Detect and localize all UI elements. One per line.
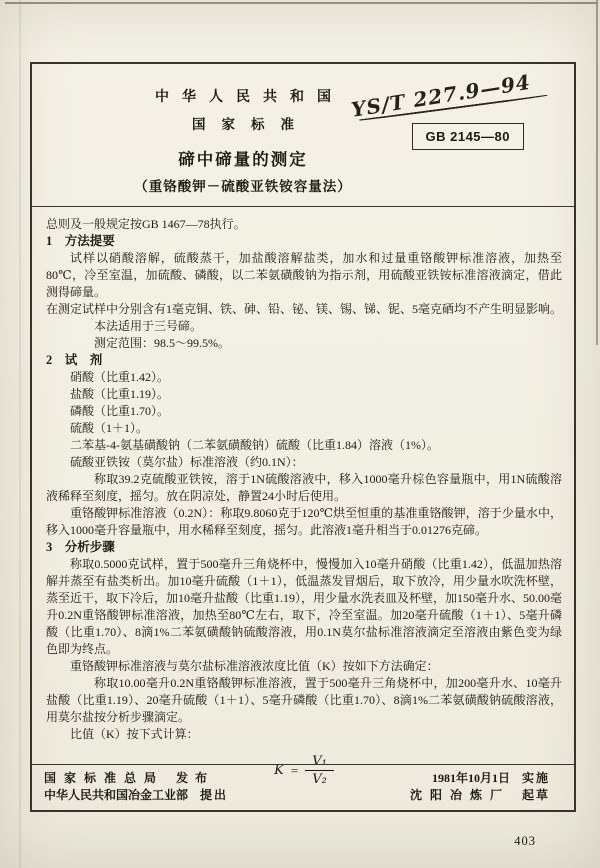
handwritten-standard-annotation: YS/T 227.9—94 (350, 62, 581, 122)
section-2-heading: 2 试 剂 (46, 353, 103, 367)
reagent-nitric-acid: 硝酸（比重1.42）。 (70, 370, 170, 384)
paragraph-general-rules: 总则及一般规定按GB 1467—78执行。 (46, 217, 246, 231)
paragraph-interference: 在测定试样中分别含有1毫克铜、铁、砷、铅、铋、镁、锡、锑、铌、5毫克硒均不产生明显影响。 (46, 302, 563, 316)
proposer-name: 中华人民共和国冶金工业部 (44, 788, 189, 802)
document-title: 碲中碲量的测定 (178, 150, 308, 169)
propose-verb: 提出 (200, 788, 229, 802)
implement-date: 1981年10月1日 (431, 771, 510, 785)
publish-verb: 发布 (176, 771, 215, 785)
reagent-mohr-salt-title: 硫酸亚铁铵（莫尔盐）标准溶液（约0.1N）： (70, 455, 304, 469)
reagent-dichromate-prep: 重铬酸钾标准溶液（0.2N）：称取9.8060克于120℃烘至恒重的基准重铬酸钾，溶于少量水中，移入1000毫升容量瓶中，用水稀释至刻度，摇匀。此溶液1毫升相当于0.01276克碲。 (46, 506, 562, 537)
paragraph-k-ratio-procedure: 称取10.00毫升0.2N重铬酸钾标准溶液，置于500毫升三角烧杯中，加200毫升水、10毫升盐酸（比重1.19）、20毫升硫酸（1＋1）、5毫升磷酸（比重1.70）、8滴1%二苯氨磺酸钠硫酸溶液，用莫尔盐按分析步骤滴定。 (46, 676, 562, 724)
document-subtitle: （重铬酸钾－硫酸亚铁铵容量法） (134, 179, 352, 194)
drafter-name: 沈阳冶炼厂 (409, 788, 510, 802)
page-number: 403 (514, 834, 536, 848)
reagent-indicator: 二苯基-4-氨基磺酸钠（二苯氨磺酸钠）硫酸（比重1.84）溶液（1%）。 (70, 438, 439, 452)
country-name: 中华人民共和国 (155, 90, 344, 105)
reagent-hydrochloric-acid: 盐酸（比重1.19）。 (70, 387, 170, 401)
formula-lhs: K (274, 763, 284, 778)
paragraph-analysis-procedure: 称取0.5000克试样，置于500毫升三角烧杯中，慢慢加入10毫升硝酸（比重1.42），低温加热溶解并蒸至有盐类析出。加10毫升硫酸（1＋1），低温蒸发冒烟后，取下放冷，用少量水吹洗杯壁，蒸至近干，取下冷后，加10毫升盐酸（比重1.19），用少量水洗表皿及杯壁，加150毫升水、50.00毫升0.2N重铬酸钾标准溶液，加热至80℃左右，取下，冷至室温。加20毫升硫酸（1＋1）、5毫升磷酸（比重1.70）、8滴1%二苯氨磺酸钠硫酸溶液，用0.1N莫尔盐标准溶液滴定至溶液由紫色变为绿色即为终点。 (46, 557, 563, 656)
implement-verb: 实施 (521, 771, 550, 785)
formula-numerator: V₁ (305, 754, 334, 771)
reagent-phosphoric-acid: 磷酸（比重1.70）。 (70, 404, 170, 418)
footer-drafter (410, 787, 550, 804)
paragraph-method-summary: 试样以硝酸溶解，硫酸蒸干，加盐酸溶解盐类，加水和过量重铬酸钾标准溶液，加热至80℃，冷至室温，加硫酸、磷酸，以二苯氨磺酸钠为指示剂，用硫酸亚铁铵标准溶液滴定，借此测得碲量。 (46, 251, 562, 299)
reagent-mohr-salt-prep: 称取39.2克硫酸亚铁铵，溶于1N硫酸溶液中，移入1000毫升棕色容量瓶中，用1N硫酸溶液稀释至刻度，摇匀。放在阴凉处，静置24小时后使用。 (46, 472, 562, 503)
standard-type-label: 国家标准 (192, 117, 310, 132)
footer-proposer (44, 787, 228, 804)
footer-publisher (44, 770, 214, 787)
document-footer (32, 764, 574, 810)
section-1-heading: 1 方法提要 (46, 234, 115, 248)
draft-verb: 起草 (521, 788, 550, 802)
footer-row-2 (44, 787, 550, 804)
paragraph-measure-range: 测定范围：98.5～99.5%。 (94, 336, 230, 350)
footer-implement-date (432, 770, 550, 787)
publisher-name: 国家标准总局 (44, 771, 165, 785)
header-divider-rule (32, 206, 574, 207)
scan-edge-right (596, 0, 598, 345)
page-border-frame (30, 62, 576, 812)
footer-row-1 (44, 770, 550, 787)
paragraph-k-formula-intro: 比值（K）按下式计算： (70, 727, 199, 741)
formula-denominator: V₂ (312, 772, 327, 787)
reagent-sulfuric-acid: 硫酸（1＋1）。 (70, 421, 149, 435)
paragraph-k-ratio-intro: 重铬酸钾标准溶液与莫尔盐标准溶液浓度比值（K）按如下方法确定： (70, 659, 439, 673)
scan-edge-top (5, 2, 597, 4)
paper-fold-line (19, 0, 21, 868)
formula-equals-sign: = (290, 763, 299, 778)
paragraph-applicability: 本法适用于三号碲。 (94, 319, 203, 333)
section-3-heading: 3 分析步骤 (46, 540, 115, 554)
standard-number-box (412, 123, 525, 150)
standard-number: GB 2145—80 (425, 129, 510, 144)
